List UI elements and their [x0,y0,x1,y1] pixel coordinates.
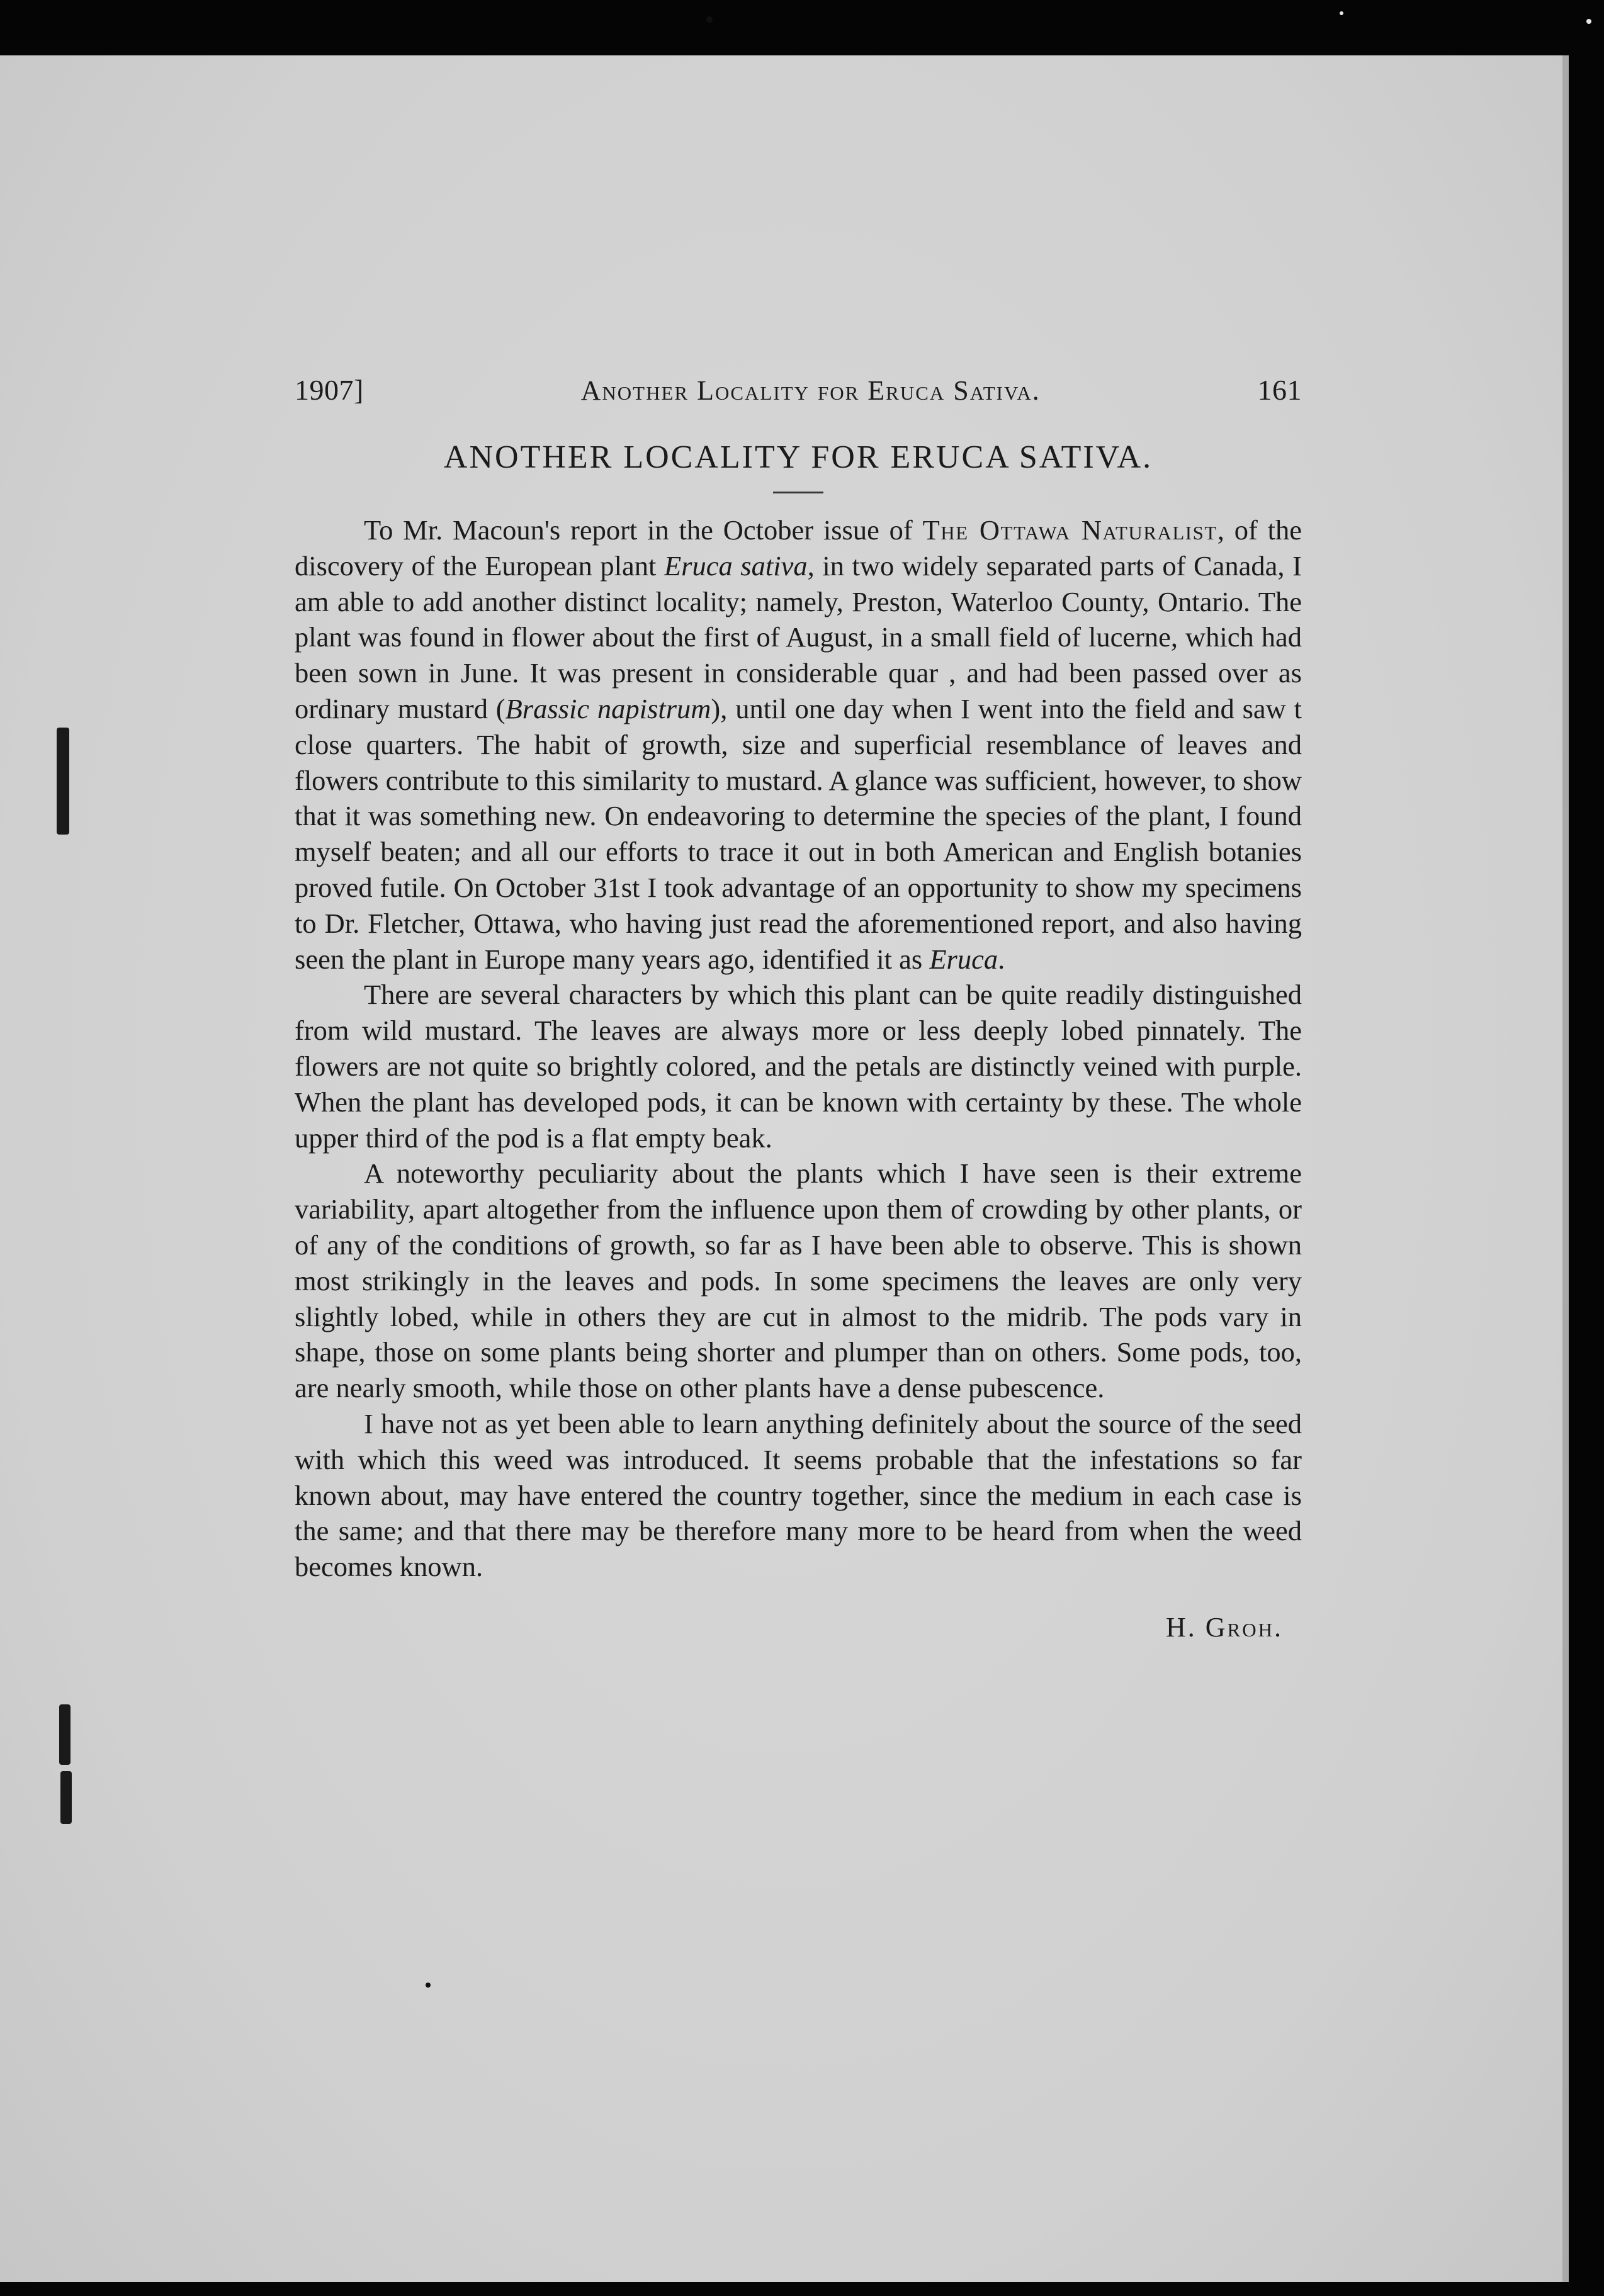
dust-speck [706,16,713,23]
author-signature: H. Groh. [1165,1611,1283,1643]
body-paragraph [295,1156,1302,1406]
paragraph-text: . [998,943,1005,975]
body-paragraph [295,512,1302,977]
paragraph-text: There are several characters by which this plant can be quite readily distinguished from wild mustard. The leaves are always more or less deeply lobed pinnately. The flowers are not quite so brightly colored, and the petals are distinctly veined with purple. When the plant has developed pods, it can be known with certainty by these. The whole upper third of the pod is a flat empty beak. [295,979,1302,1154]
small-caps-text: The Ottawa Naturalist [922,514,1217,546]
paragraph-text [1286,693,1294,724]
italic-text: Brassic [505,692,590,724]
paragraph-text: , of the discovery of the European plant [295,514,1302,582]
article-title: ANOTHER LOCALITY FOR ERUCA SATIVA. [443,439,1153,475]
paragraph-text [938,657,949,689]
running-title: Another Locality for Eruca Sativa. [580,375,1041,406]
italic-text: Eruca sativa [664,549,808,582]
italic-text: Eruca [929,943,998,975]
page-edge [1562,55,1569,2282]
dust-speck [426,1983,431,1988]
paragraph-text: A noteworthy peculiarity about the plants which I have seen is their extreme variability, apart altogether from the influence upon them of crowding by other plants, or of any of the conditions of growth, so far as I have been able to observe. This is shown most strikingly in the leaves and pods. In some specimens the leaves are only very slightly lobed, while in others they are cut in almost to the midrib. The pods vary in shape, those on some plants being shorter and plumper than on others. Some pods, too, are nearly smooth, while those on other plants have a dense pubescence. [295,1157,1302,1404]
volume-year: 1907] [295,374,364,406]
paragraph-text: ), until one day when I went into the field and saw [711,692,1286,724]
article-body [295,371,1302,1643]
paragraph-text: , and had been passed over as ordinary mustard ( [295,657,1302,724]
document-page [0,55,1569,2282]
paragraphs [295,512,1302,1585]
paragraph-text [589,693,597,724]
body-paragraph [295,977,1302,1156]
binding-mark [59,1704,71,1765]
running-head [295,371,1302,410]
body-paragraph [295,1406,1302,1585]
paragraph-text: To Mr. Macoun's report in the October issue of [364,514,923,546]
title-rule [773,492,823,493]
page-number: 161 [1257,374,1302,406]
paragraph-text: I have not as yet been able to learn anything definitely about the source of the seed with which this weed was introduced. It seems probable that the infestations so far known about, may have entered the country together, since the medium in each case is the same; and that there may be therefore many more to be heard from when the weed becomes known. [295,1407,1302,1583]
italic-text: napistrum [597,692,711,724]
binding-mark [57,728,69,835]
dust-speck [1586,19,1591,24]
dust-speck [1340,11,1343,15]
paragraph-text: , in two widely separated parts of Canada, I am able to add another distinct locality; namely, Preston, Waterloo County, Ontario. The plant was found in flower about the first of August, in a small field of lucerne, which had been sown in June. It was present in considerable quar [295,549,1302,689]
paragraph-text: t close quarters. The habit of growth, size and superficial resemblance of leaves and flowers contribute to this similarity to mustard. A glance was sufficient, however, to show that it was something new. On endeavoring to determine the species of the plant, I found myself beaten; and all our efforts to trace it out in both American and English botanies proved futile. On October 31st I took advantage of an opportunity to show my specimens to Dr. Fletcher, Ottawa, who having just read the aforementioned report, and also having seen the plant in Europe many years ago, identified it as [295,692,1302,975]
binding-mark [60,1771,72,1824]
